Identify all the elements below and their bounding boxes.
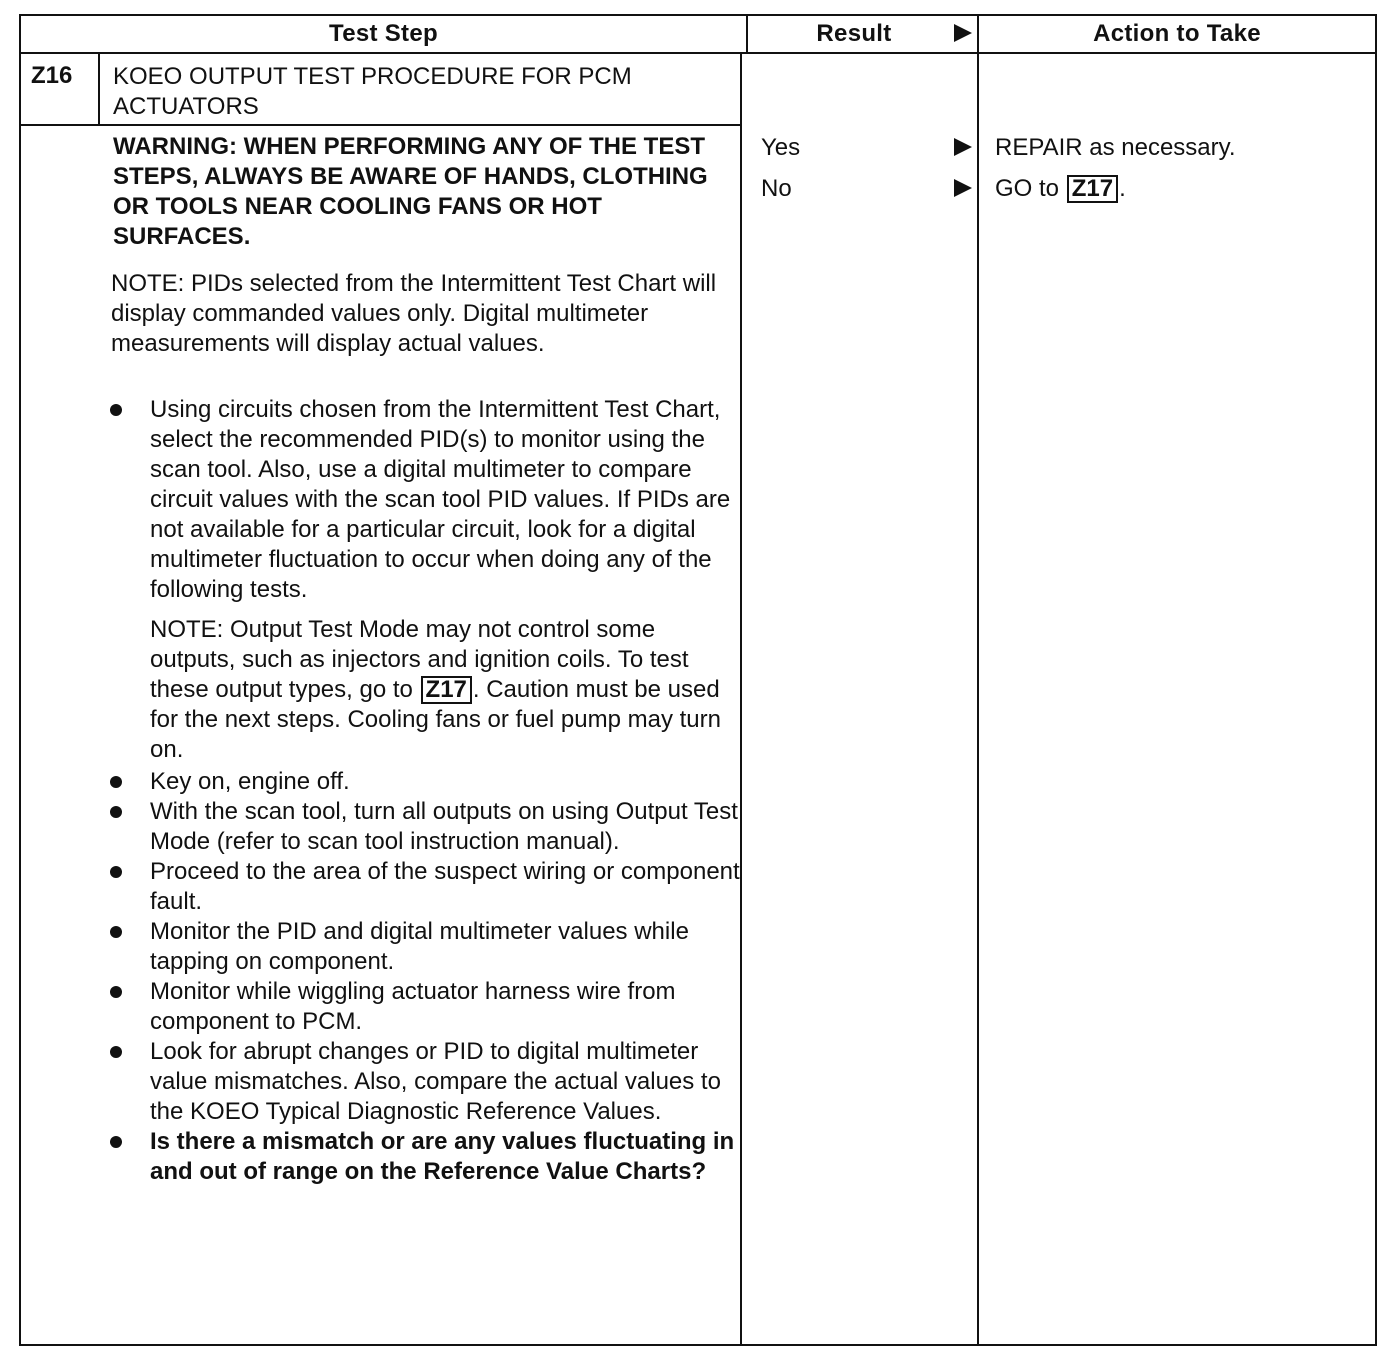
list-item-text: Look for abrupt changes or PID to digital multimeter value mismatches. Also, compare the actual values to the KOEO Typical Diagnostic Reference Values. bbox=[150, 1038, 721, 1125]
bullet-icon bbox=[110, 776, 122, 788]
question-text: Is there a mismatch or are any values fluctuating in and out of range on the Reference Value Charts? bbox=[150, 1128, 735, 1185]
bullet-icon bbox=[110, 1136, 122, 1148]
result-no-arrow-icon bbox=[952, 177, 974, 199]
list-item-text: Using circuits chosen from the Intermittent Test Chart, select the recommended PID(s) to monitor using the scan tool. Also, use a digital multimeter to compare circuit values with the scan tool PID values. If PIDs are not available for a particular circuit, look for a digital multimeter fluctuation to occur when doing any of the following tests. bbox=[150, 396, 731, 603]
result-no: No bbox=[761, 175, 792, 202]
header-result-arrow-icon bbox=[952, 22, 974, 44]
note-output-text-end: . Caution must be used for the next steps. Cooling fans or fuel pump may turn on. bbox=[150, 676, 721, 763]
step-reference-z17[interactable]: Z17 bbox=[421, 676, 472, 704]
bullet-icon bbox=[110, 806, 122, 818]
bullet-icon bbox=[110, 866, 122, 878]
column-divider-result bbox=[977, 14, 979, 1346]
list-item bbox=[104, 797, 744, 857]
note-output-text: NOTE: Output Test Mode may not control some outputs, such as injectors and ignition coils. To test these output types, go to bbox=[150, 616, 689, 703]
step-id: Z16 bbox=[31, 62, 73, 89]
action-goto bbox=[995, 175, 1126, 203]
header-test-step: Test Step bbox=[329, 20, 438, 47]
list-item bbox=[104, 1037, 744, 1127]
bullet-icon bbox=[110, 404, 122, 416]
list-item bbox=[104, 917, 744, 977]
bullet-icon bbox=[110, 986, 122, 998]
list-item bbox=[104, 767, 744, 797]
bullet-icon bbox=[110, 926, 122, 938]
step-title: KOEO OUTPUT TEST PROCEDURE FOR PCM ACTUATORS bbox=[113, 63, 632, 120]
result-yes: Yes bbox=[761, 134, 801, 161]
step-id-divider bbox=[98, 52, 100, 126]
list-item-text: Monitor the PID and digital multimeter values while tapping on component. bbox=[150, 918, 689, 975]
list-item-text: Monitor while wiggling actuator harness wire from component to PCM. bbox=[150, 978, 676, 1035]
list-item-text: Proceed to the area of the suspect wiring or component fault. bbox=[150, 858, 740, 915]
list-item-text: With the scan tool, turn all outputs on using Output Test Mode (refer to scan tool instruction manual). bbox=[150, 798, 738, 855]
action-repair: REPAIR as necessary. bbox=[995, 134, 1236, 161]
note-pids: NOTE: PIDs selected from the Intermittent Test Chart will display commanded values only. Digital multimeter measurements will display actual values. bbox=[111, 270, 717, 357]
note-output-test bbox=[104, 615, 744, 765]
warning-text: WARNING: WHEN PERFORMING ANY OF THE TEST STEPS, ALWAYS BE AWARE OF HANDS, CLOTHING OR TOOLS NEAR COOLING FANS OR HOT SURFACES. bbox=[113, 133, 708, 250]
list-item bbox=[104, 857, 744, 917]
list-item-text: Key on, engine off. bbox=[150, 768, 350, 795]
header-action: Action to Take bbox=[1093, 20, 1261, 47]
list-item bbox=[104, 977, 744, 1037]
step-title-divider bbox=[19, 124, 742, 126]
list-item-question bbox=[104, 1127, 744, 1187]
header-divider bbox=[19, 52, 1377, 54]
bullet-icon bbox=[110, 1046, 122, 1058]
procedure-list bbox=[104, 395, 744, 1187]
list-item bbox=[104, 395, 744, 605]
action-goto-end: . bbox=[1119, 175, 1126, 202]
action-reference-z17[interactable]: Z17 bbox=[1067, 175, 1118, 203]
result-yes-arrow-icon bbox=[952, 136, 974, 158]
header-result: Result bbox=[816, 20, 892, 47]
action-goto-text: GO to bbox=[995, 175, 1060, 202]
